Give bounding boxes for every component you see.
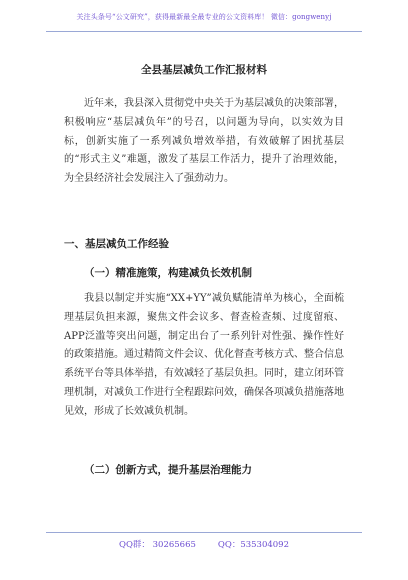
section-heading-1: 一、基层减负工作经验 — [64, 238, 169, 250]
subsection-heading-2: （二）创新方式，提升基层治理能力 — [84, 464, 252, 476]
subsection-1-text: 我县以制定并实施“XX+YY”减负赋能清单为核心，全面梳理基层负担来源，聚焦文件会议多、督查检查频、过度留痕、APP泛滥等突出问题，制定出台了一系列针对性强、操作性好的政策措施。通过精简文件会议、优化督查考核方式、整合信息系统平台等具体举措，有效减轻了基层负担。同时，建立闭环管理机制，对减负工作进行全程跟踪问效，确保各项减负措施落地见效，形成了长效减负机制。 — [64, 293, 344, 417]
intro-text: 近年来，我县深入贯彻党中央关于为基层减负的决策部署，积极响应“基层减负年”的号召，以问题为导向，以实效为目标，创新实施了一系列减负增效举措，有效破解了困扰基层的“形式主义”难题，激发了基层工作活力，提升了治理效能，为全县经济社会发展注入了强劲动力。 — [64, 98, 344, 185]
subsection-1-paragraph — [64, 290, 344, 422]
footer-qq-group: QQ群： 30265665 — [118, 540, 196, 550]
header-divider — [46, 31, 362, 32]
footer-qq-contact: QQ：535304092 — [217, 540, 289, 550]
footer — [0, 538, 408, 550]
intro-paragraph — [64, 95, 344, 189]
header-banner: 关注头条号“公文研究”，获得最新最全最专业的公文资料库！ 微信：gongwenyj — [76, 13, 332, 21]
footer-divider — [46, 532, 362, 533]
document-title: 全县基层减负工作汇报材料 — [141, 64, 267, 76]
subsection-heading-1: （一）精准施策，构建减负长效机制 — [84, 267, 252, 279]
